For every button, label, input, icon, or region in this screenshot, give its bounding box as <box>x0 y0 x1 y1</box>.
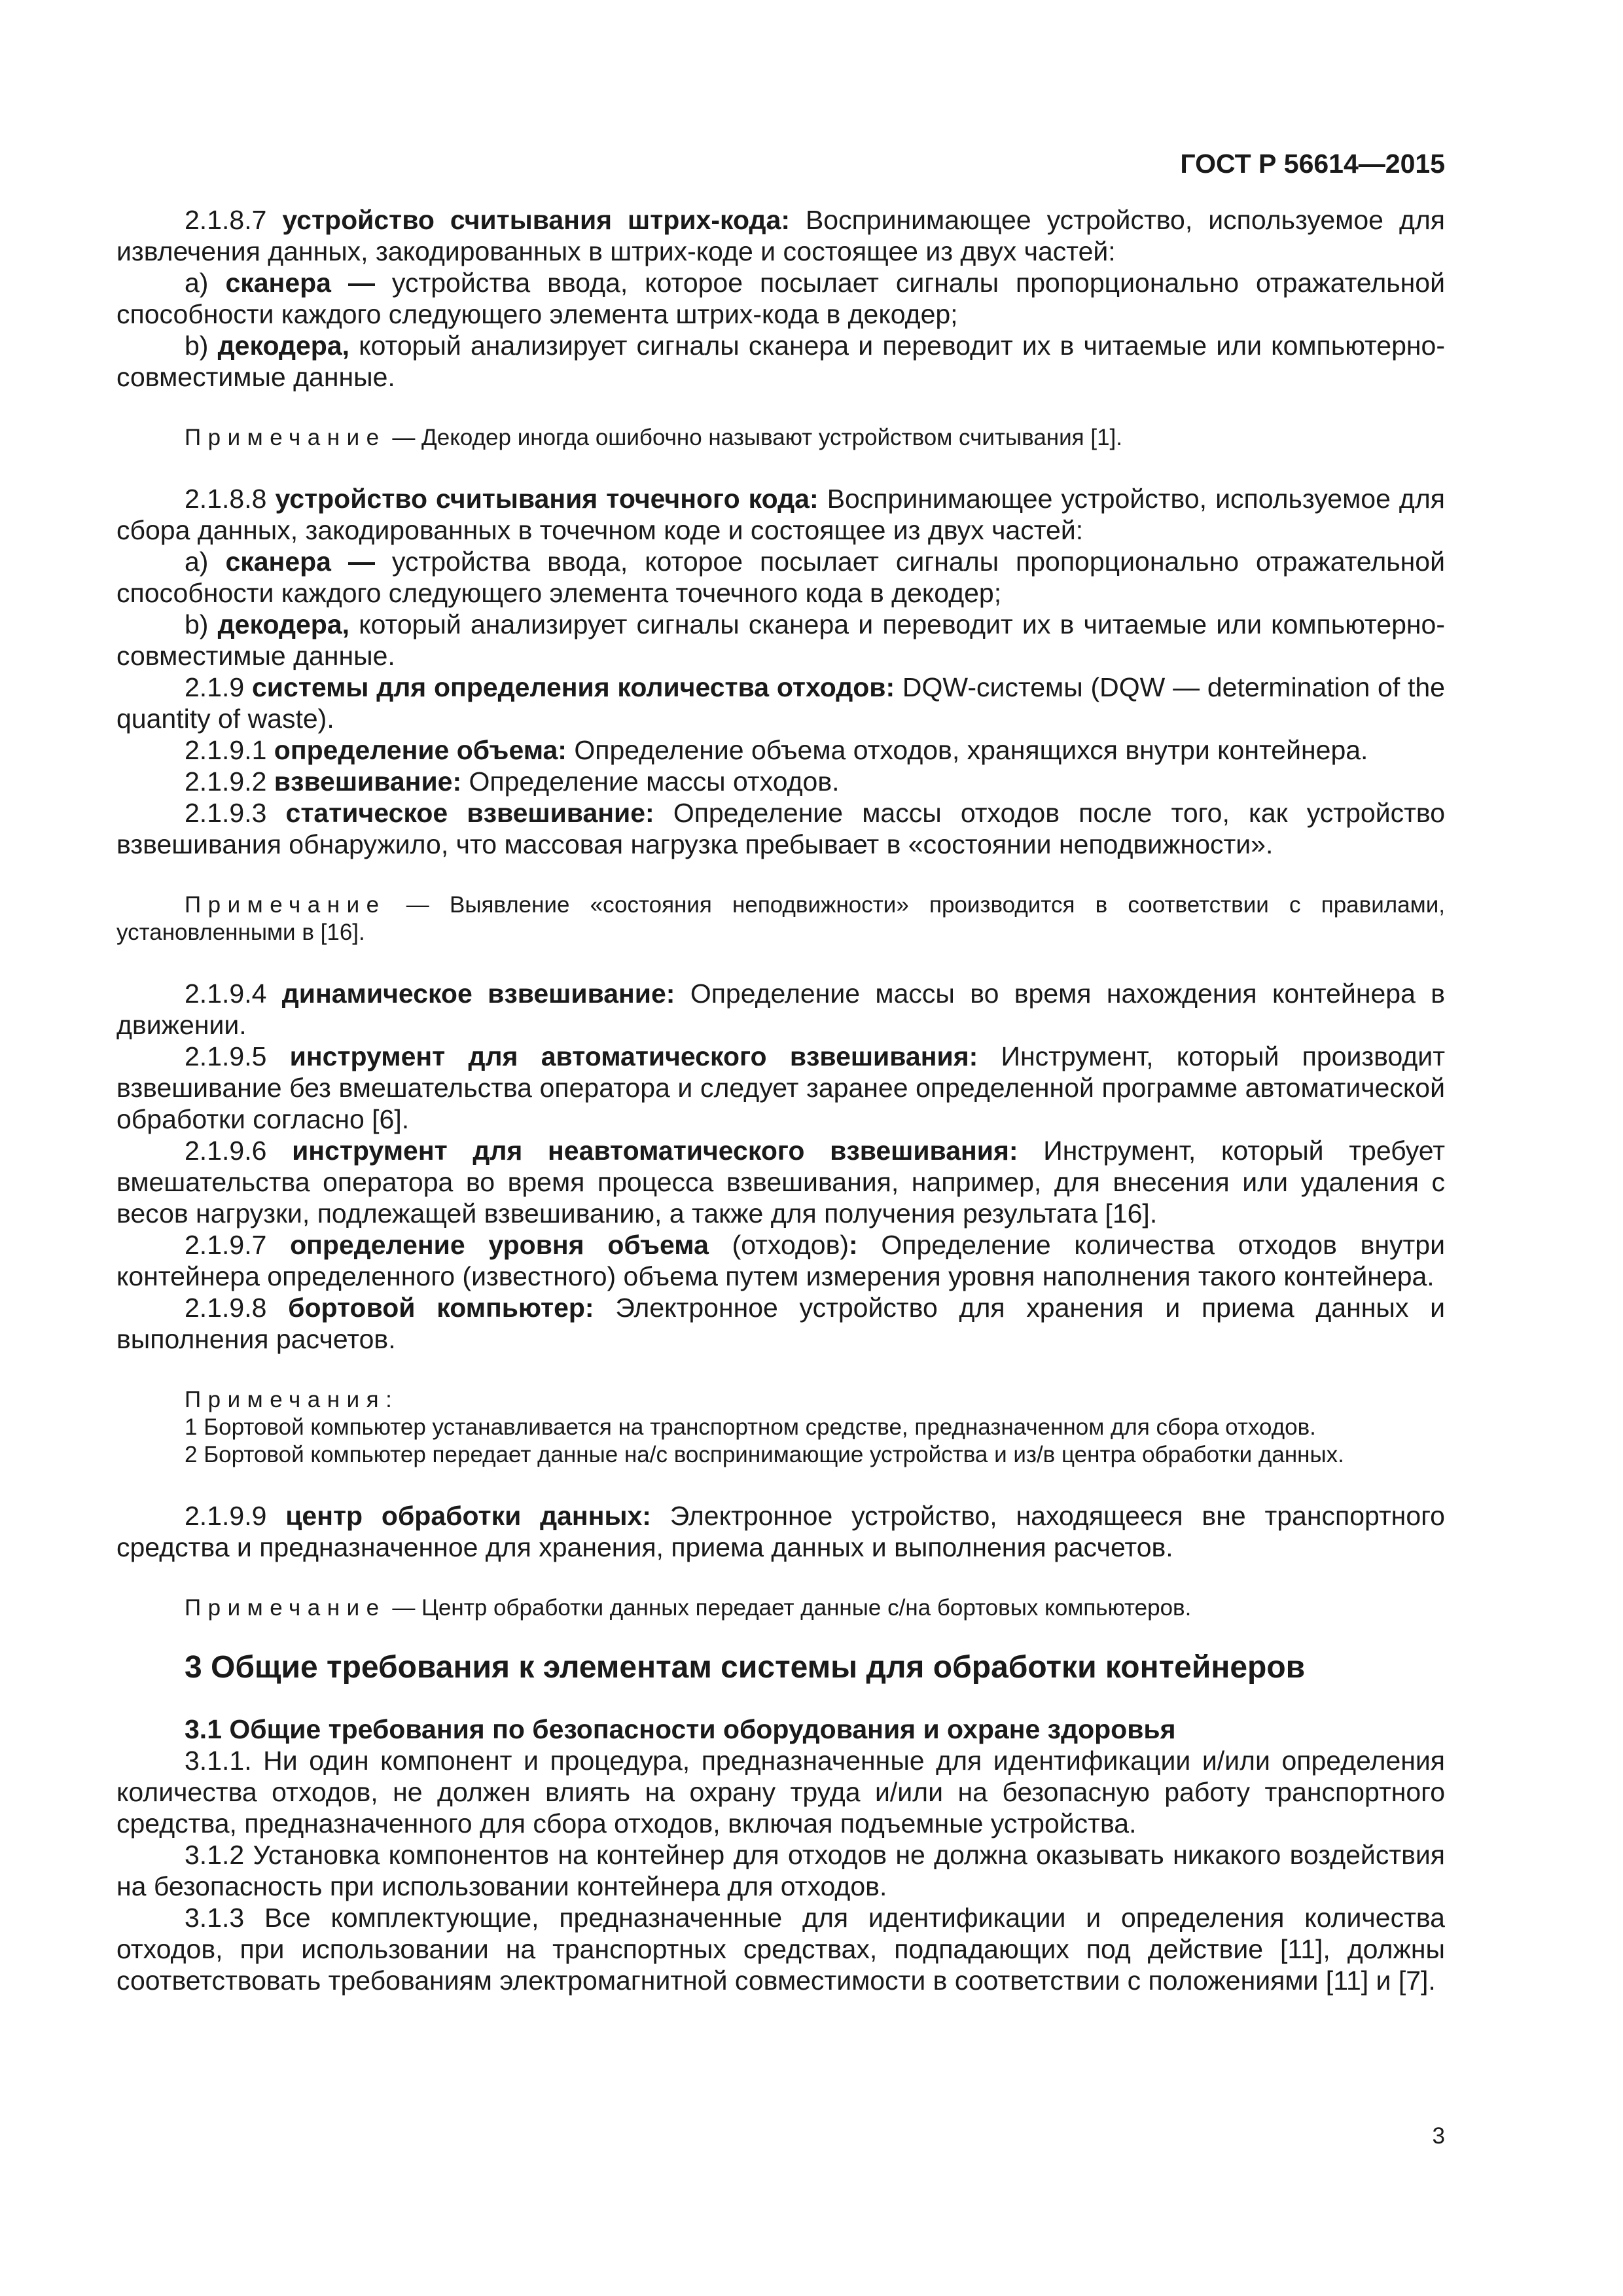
item-a: a) сканера — устройства ввода, которое посылает сигналы пропорционально отражательной способности каждого следующего элемента штрих-кода в декодер; <box>116 268 1445 329</box>
item-b: b) декодера, который анализирует сигналы сканера и переводит их в читаемые или компьютерно-совместимые данные. <box>116 609 1445 671</box>
clause-2-1-9-9: 2.1.9.9 центр обработки данных: Электронное устройство, находящееся вне транспортного средства и предназначенное для хранения, приема данных и выполнения расчетов. <box>116 1501 1445 1562</box>
clause-2-1-9-3: 2.1.9.3 статическое взвешивание: Определение массы отходов после того, как устройство взвешивания обнаружило, что массовая нагрузка пребывает в «состоянии неподвижности». <box>116 798 1445 859</box>
page-content <box>116 148 1445 1996</box>
notes-label: Примечания: <box>185 1387 399 1412</box>
clause-3-1-1: 3.1.1. Ни один компонент и процедура, предназначенные для идентификации и/или определения количества отходов, не должен влиять на охрану труда и/или на безопасную работу транспортного средства, предназначенного для сбора отходов, включая подъемные устройства. <box>116 1746 1445 1839</box>
clause-2-1-8-8: 2.1.8.8 устройство считывания точечного кода: Воспринимающее устройство, используемое для сбора данных, закодированных в точечном коде и состоящее из двух частей: <box>116 484 1445 545</box>
clause-2-1-9-8: 2.1.9.8 бортовой компьютер: Электронное устройство для хранения и приема данных и выполнения расчетов. <box>116 1293 1446 1354</box>
item-b: b) декодера, который анализирует сигналы сканера и переводит их в читаемые или компьютерно-совместимые данные. <box>116 331 1445 392</box>
clause-2-1-8-7: 2.1.8.7 устройство считывания штрих-кода: Воспринимающее устройство, используемое для извлечения данных, закодированных в штрих-коде и состоящее из двух частей: <box>116 205 1445 266</box>
clause-2-1-9-2: 2.1.9.2 взвешивание: Определение массы отходов. <box>185 766 840 797</box>
clause-2-1-9: 2.1.9 системы для определения количества отходов: DQW-системы (DQW — determination of the quantity of waste). <box>116 672 1445 734</box>
clause-2-1-9-1: 2.1.9.1 определение объема: Определение объема отходов, хранящихся внутри контейнера. <box>185 735 1368 765</box>
page-number: 3 <box>1432 2123 1445 2149</box>
note: Примечание — Центр обработки данных передает данные с/на бортовых компьютеров. <box>185 1595 1192 1621</box>
note-2: 2 Бортовой компьютер передает данные на/с воспринимающие устройства и из/в центра обработки данных. <box>185 1442 1344 1467</box>
section-3-heading: 3 Общие требования к элементам системы для обработки контейнеров <box>185 1650 1306 1685</box>
term: устройство считывания штрих-кода: <box>282 205 790 235</box>
clause-2-1-9-4: 2.1.9.4 динамическое взвешивание: Определение массы во время нахождения контейнера в движении. <box>116 978 1446 1040</box>
section-3-1-heading: 3.1 Общие требования по безопасности оборудования и охране здоровья <box>185 1714 1176 1744</box>
note: Примечание — Выявление «состояния неподвижности» производится в соответствии с правилами, установленными в [16]. <box>116 892 1445 945</box>
clause-2-1-9-5: 2.1.9.5 инструмент для автоматического взвешивания: Инструмент, который производит взвешивание без вмешательства оператора и следует заранее определенной программе автоматической обработки согласно [6]. <box>116 1041 1445 1134</box>
clause-3-1-2: 3.1.2 Установка компонентов на контейнер для отходов не должна оказывать никакого воздействия на безопасность при использовании контейнера для отходов. <box>116 1840 1445 1901</box>
standard-header: ГОСТ Р 56614—2015 <box>1180 149 1445 179</box>
clause-3-1-3: 3.1.3 Все комплектующие, предназначенные для идентификации и определения количества отходов, при использовании на транспортных средствах, подпадающих под действие [11], должны соответствовать требованиям электромагнитной совместимости в соответствии с положениями [11] и [7]. <box>116 1903 1445 1996</box>
item-a: a) сканера — устройства ввода, которое посылает сигналы пропорционально отражательной способности каждого следующего элемента точечного кода в декодер; <box>116 547 1445 608</box>
clause-2-1-9-7: 2.1.9.7 определение уровня объема (отходов): Определение количества отходов внутри контейнера определенного (известного) объема путем измерения уровня наполнения такого контейнера. <box>116 1230 1445 1291</box>
note: Примечание — Декодер иногда ошибочно называют устройством считывания [1]. <box>185 425 1122 450</box>
note-1: 1 Бортовой компьютер устанавливается на транспортном средстве, предназначенном для сбора отходов. <box>185 1414 1316 1440</box>
clause-2-1-9-6: 2.1.9.6 инструмент для неавтоматического взвешивания: Инструмент, который требует вмешательства оператора во время процесса взвешивания, например, для внесения или удаления с весов нагрузки, подлежащей взвешиванию, а также для получения результата [16]. <box>116 1136 1446 1229</box>
